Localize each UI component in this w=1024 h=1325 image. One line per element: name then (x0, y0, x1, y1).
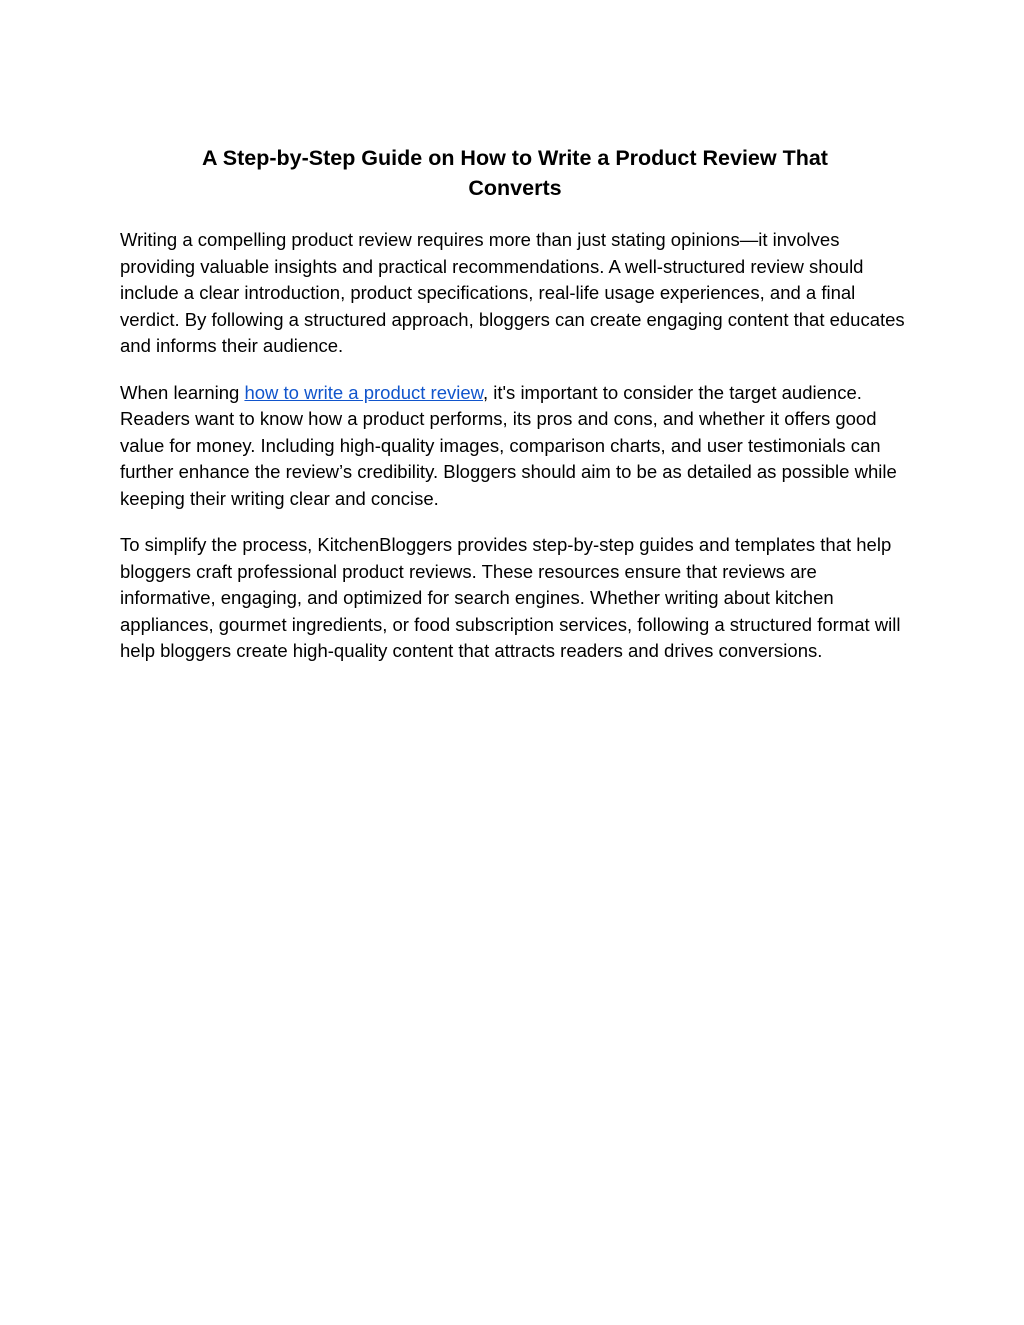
paragraph-process-text: To simplify the process, KitchenBloggers provides step-by-step guides and templates that help bloggers craft professional product reviews. These resources ensure that reviews are informative, engaging, and optimized for search engines. Whether writing about kitchen appliances, gourmet ingredients, or food subscription services, following a structured format will help bloggers create high-quality content that attracts readers and drives conversions. (120, 534, 901, 661)
paragraph-audience (120, 380, 910, 513)
paragraph-process (120, 532, 910, 665)
paragraph-audience-lead: When learning (120, 381, 245, 403)
page-title: A Step-by-Step Guide on How to Write a Product Review That Converts (202, 146, 828, 200)
product-review-link[interactable]: how to write a product review (244, 381, 483, 403)
document-body (120, 143, 910, 685)
paragraph-audience-rest: , it's important to consider the target audience. Readers want to know how a product performs, its pros and cons, and whether it offers good value for money. Including high-quality images, comparison charts, and user testimonials can further enhance the review’s credibility. Bloggers should aim to be as detailed as possible while keeping their writing clear and concise. (120, 381, 897, 509)
paragraph-intro (120, 227, 910, 360)
paragraph-intro-text: Writing a compelling product review requires more than just stating opinions—it involves providing valuable insights and practical recommendations. A well-structured review should include a clear introduction, product specifications, real-life usage experiences, and a final verdict. By following a structured approach, bloggers can create engaging content that educates and informs their audience. (120, 229, 905, 356)
